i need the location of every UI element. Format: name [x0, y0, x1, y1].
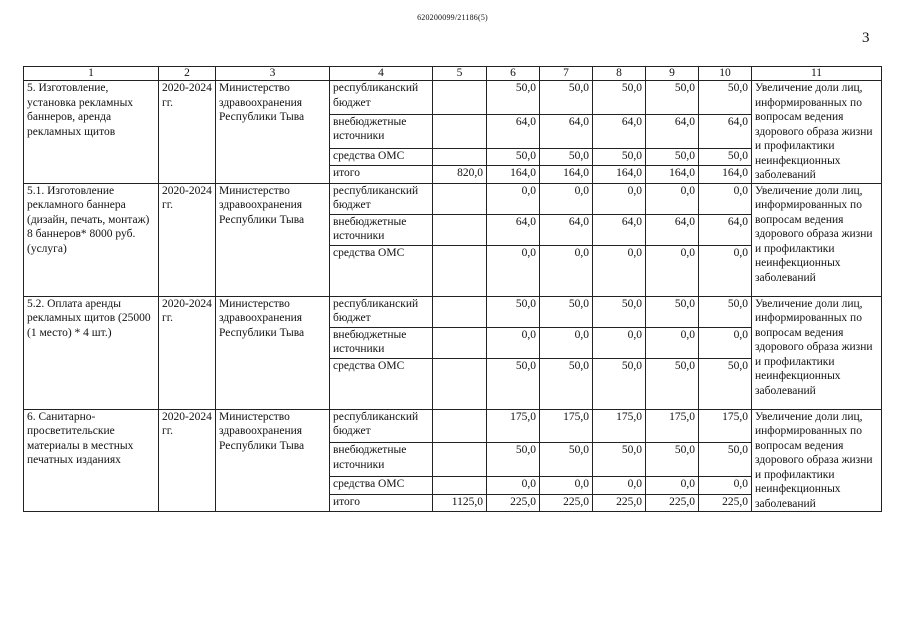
year-value: 64,0	[540, 114, 593, 148]
column-header: 3	[216, 67, 330, 81]
year-value: 50,0	[487, 358, 540, 409]
year-value: 50,0	[487, 148, 540, 165]
funding-source: средства ОМС	[330, 245, 433, 296]
activity-period: 2020-2024 гг.	[159, 409, 216, 512]
activity-executor: Министерство здравоохранения Республики Тыва	[216, 409, 330, 512]
page-number: 3	[862, 30, 870, 46]
funding-source: средства ОМС	[330, 477, 433, 494]
year-value: 0,0	[593, 477, 646, 494]
year-value: 64,0	[646, 114, 699, 148]
year-value: 0,0	[487, 183, 540, 214]
total-value	[433, 148, 487, 165]
document-number: 620200099/21186(5)	[417, 13, 488, 22]
funding-source: средства ОМС	[330, 358, 433, 409]
year-value: 0,0	[593, 327, 646, 358]
year-value: 175,0	[699, 409, 752, 443]
expected-result: Увеличение доли лиц, информированных по вопросам ведения здорового образа жизни и профилактики неинфекционных заболеваний	[752, 81, 882, 184]
expected-result: Увеличение доли лиц, информированных по вопросам ведения здорового образа жизни и профилактики неинфекционных заболеваний	[752, 183, 882, 296]
year-value: 50,0	[540, 81, 593, 115]
total-value	[433, 443, 487, 477]
program-table	[23, 66, 882, 512]
year-value: 0,0	[540, 183, 593, 214]
column-header: 5	[433, 67, 487, 81]
funding-source: внебюджетные источники	[330, 214, 433, 245]
year-value: 64,0	[487, 214, 540, 245]
year-value: 164,0	[540, 166, 593, 183]
year-value: 0,0	[646, 477, 699, 494]
year-value: 0,0	[699, 245, 752, 296]
funding-source: республиканский бюджет	[330, 296, 433, 327]
year-value: 0,0	[540, 477, 593, 494]
year-value: 175,0	[540, 409, 593, 443]
year-value: 164,0	[593, 166, 646, 183]
year-value: 50,0	[593, 81, 646, 115]
activity-executor: Министерство здравоохранения Республики Тыва	[216, 81, 330, 184]
year-value: 0,0	[487, 327, 540, 358]
year-value: 64,0	[540, 214, 593, 245]
year-value: 50,0	[646, 443, 699, 477]
column-header: 9	[646, 67, 699, 81]
year-value: 0,0	[593, 245, 646, 296]
total-value	[433, 245, 487, 296]
total-value	[433, 114, 487, 148]
expected-result: Увеличение доли лиц, информированных по вопросам ведения здорового образа жизни и профилактики неинфекционных заболеваний	[752, 296, 882, 409]
table-row	[24, 296, 882, 327]
total-value	[433, 409, 487, 443]
column-header: 2	[159, 67, 216, 81]
column-header: 10	[699, 67, 752, 81]
year-value: 50,0	[540, 358, 593, 409]
year-value: 225,0	[699, 494, 752, 511]
table-row	[24, 183, 882, 214]
year-value: 50,0	[646, 296, 699, 327]
year-value: 225,0	[487, 494, 540, 511]
year-value: 0,0	[487, 477, 540, 494]
activity-period: 2020-2024 гг.	[159, 81, 216, 184]
year-value: 175,0	[593, 409, 646, 443]
year-value: 64,0	[699, 214, 752, 245]
funding-source: внебюджетные источники	[330, 443, 433, 477]
total-value	[433, 81, 487, 115]
activity-executor: Министерство здравоохранения Республики Тыва	[216, 296, 330, 409]
year-value: 50,0	[540, 148, 593, 165]
year-value: 0,0	[646, 245, 699, 296]
column-header: 6	[487, 67, 540, 81]
table-body	[24, 81, 882, 512]
column-header: 1	[24, 67, 159, 81]
funding-source: республиканский бюджет	[330, 183, 433, 214]
year-value: 50,0	[487, 81, 540, 115]
total-value	[433, 183, 487, 214]
year-value: 0,0	[699, 183, 752, 214]
table-row	[24, 81, 882, 115]
year-value: 50,0	[646, 148, 699, 165]
total-value: 820,0	[433, 166, 487, 183]
year-value: 0,0	[540, 245, 593, 296]
funding-source: итого	[330, 494, 433, 511]
year-value: 50,0	[646, 358, 699, 409]
year-value: 50,0	[699, 148, 752, 165]
table-row	[24, 409, 882, 443]
year-value: 0,0	[540, 327, 593, 358]
funding-source: республиканский бюджет	[330, 81, 433, 115]
activity-name: 5. Изготовление, установка рекламных баннеров, аренда рекламных щитов	[24, 81, 159, 184]
year-value: 0,0	[699, 477, 752, 494]
year-value: 0,0	[699, 327, 752, 358]
year-value: 164,0	[487, 166, 540, 183]
year-value: 175,0	[646, 409, 699, 443]
year-value: 50,0	[487, 296, 540, 327]
year-value: 175,0	[487, 409, 540, 443]
year-value: 50,0	[593, 358, 646, 409]
funding-source: республиканский бюджет	[330, 409, 433, 443]
year-value: 50,0	[699, 296, 752, 327]
year-value: 64,0	[593, 214, 646, 245]
year-value: 50,0	[646, 81, 699, 115]
funding-source: средства ОМС	[330, 148, 433, 165]
activity-name: 5.2. Оплата аренды рекламных щитов (25000 (1 место) * 4 шт.)	[24, 296, 159, 409]
year-value: 64,0	[699, 114, 752, 148]
year-value: 50,0	[699, 443, 752, 477]
year-value: 164,0	[646, 166, 699, 183]
activity-executor: Министерство здравоохранения Республики Тыва	[216, 183, 330, 296]
year-value: 0,0	[593, 183, 646, 214]
activity-period: 2020-2024 гг.	[159, 183, 216, 296]
year-value: 50,0	[593, 443, 646, 477]
year-value: 164,0	[699, 166, 752, 183]
activity-period: 2020-2024 гг.	[159, 296, 216, 409]
total-value	[433, 477, 487, 494]
activity-name: 6. Санитарно-просветительские материалы в местных печатных изданиях	[24, 409, 159, 512]
year-value: 50,0	[540, 296, 593, 327]
total-value	[433, 327, 487, 358]
year-value: 50,0	[699, 81, 752, 115]
funding-source: внебюджетные источники	[330, 327, 433, 358]
column-header: 4	[330, 67, 433, 81]
year-value: 50,0	[699, 358, 752, 409]
total-value	[433, 358, 487, 409]
year-value: 50,0	[540, 443, 593, 477]
year-value: 64,0	[646, 214, 699, 245]
total-value	[433, 214, 487, 245]
total-value: 1125,0	[433, 494, 487, 511]
year-value: 225,0	[593, 494, 646, 511]
column-header: 8	[593, 67, 646, 81]
year-value: 50,0	[487, 443, 540, 477]
column-header: 11	[752, 67, 882, 81]
column-header: 7	[540, 67, 593, 81]
year-value: 225,0	[646, 494, 699, 511]
funding-source: итого	[330, 166, 433, 183]
year-value: 0,0	[487, 245, 540, 296]
year-value: 50,0	[593, 296, 646, 327]
expected-result: Увеличение доли лиц, информированных по вопросам ведения здорового образа жизни и профилактики неинфекционных заболеваний	[752, 409, 882, 512]
activity-name: 5.1. Изготовление рекламного баннера (дизайн, печать, монтаж) 8 баннеров* 8000 руб. (услуга)	[24, 183, 159, 296]
year-value: 64,0	[593, 114, 646, 148]
year-value: 0,0	[646, 327, 699, 358]
header-row	[24, 67, 882, 81]
year-value: 225,0	[540, 494, 593, 511]
year-value: 64,0	[487, 114, 540, 148]
total-value	[433, 296, 487, 327]
year-value: 50,0	[593, 148, 646, 165]
year-value: 0,0	[646, 183, 699, 214]
funding-source: внебюджетные источники	[330, 114, 433, 148]
